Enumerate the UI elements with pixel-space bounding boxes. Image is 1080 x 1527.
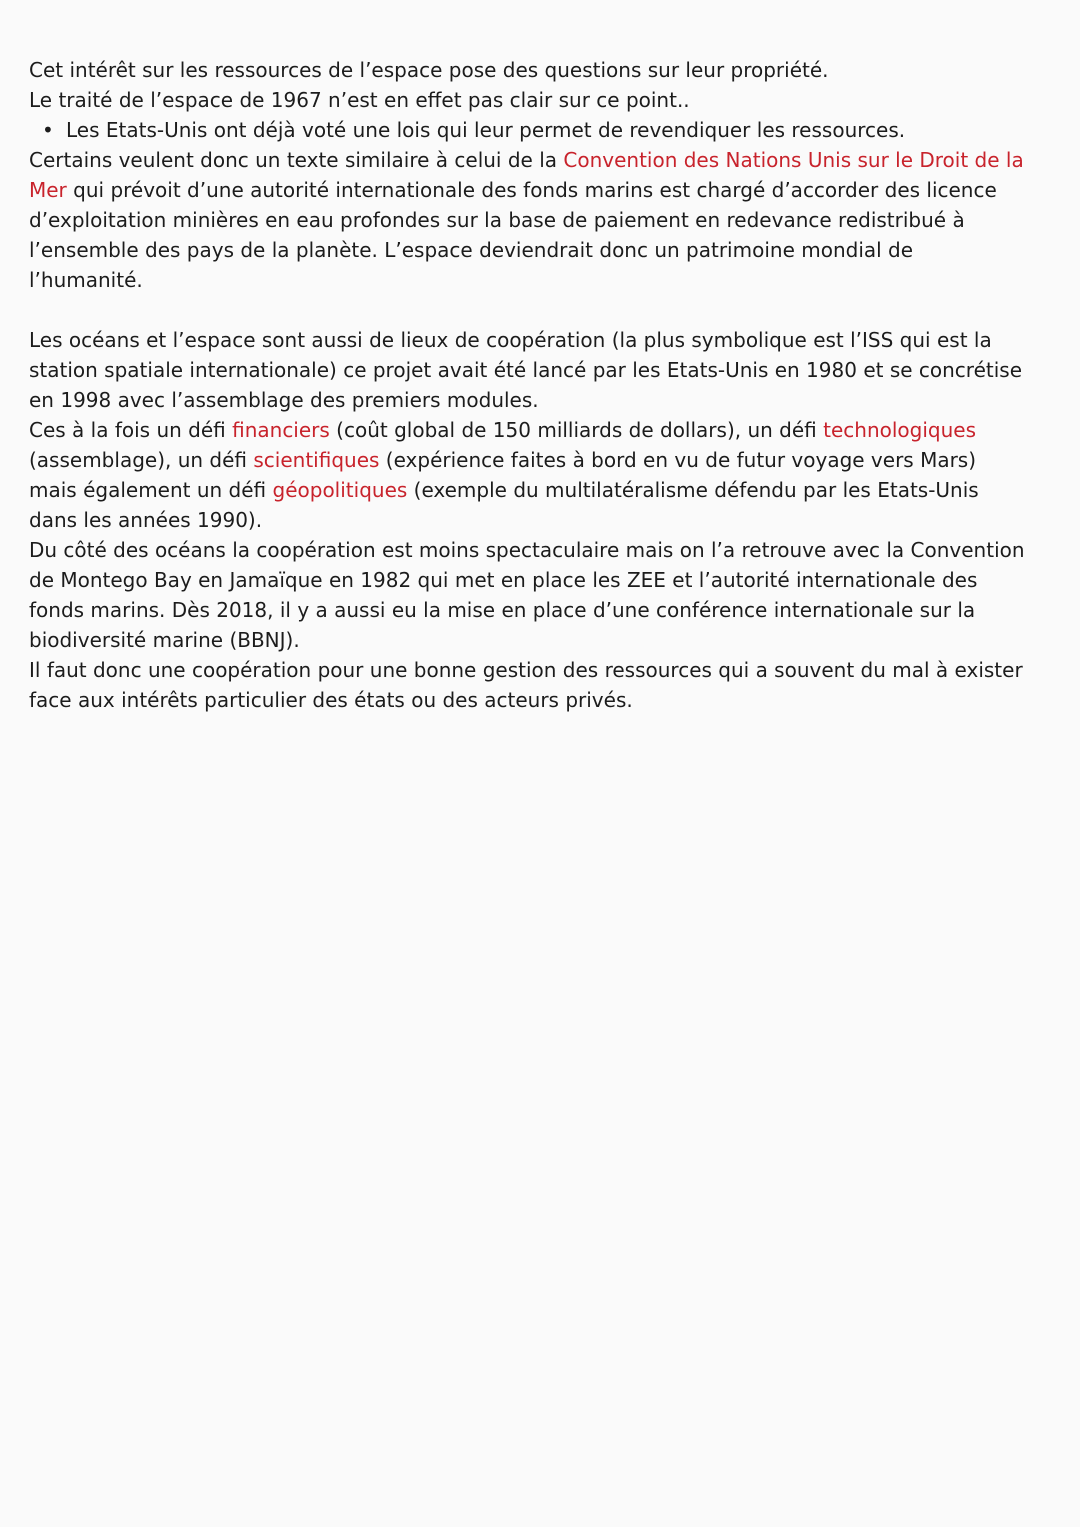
challenges-text-1: Ces à la fois un défi [29,418,233,442]
challenges-text-4: (expérience faites à bord en vu de futur voyage vers Mars) mais également un défi [29,448,977,502]
paragraph-spacer [29,295,1030,325]
convention-text-after: qui prévoit d’une autorité internationale des fonds marins est chargé d’accorder des licence d’exploitation minières en eau profondes sur la base de paiement en redevance redistribué à l’ensemble des pays de la planète. L’espace deviendrait donc un patrimoine mondial de l’humanité. [29,178,997,292]
convention-text-before: Certains veulent donc un texte similaire à celui de la [29,148,564,172]
highlight-geopolitiques: géopolitiques [272,478,408,502]
bullet-text: Les Etats-Unis ont déjà voté une lois qui leur permet de revendiquer les ressources. [66,118,906,142]
intro-sentence: Cet intérêt sur les ressources de l’espace pose des questions sur leur propriété. [29,58,829,82]
conclusion-paragraph: Il faut donc une coopération pour une bonne gestion des ressources qui a souvent du mal à exister face aux intérêts particulier des états ou des acteurs privés. [29,658,1023,712]
challenges-text-5: (exemple du multilatéralisme défendu par les Etats-Unis dans les années 1990). [29,478,979,532]
challenges-text-3: (assemblage), un défi [29,448,254,472]
oceans-paragraph: Du côté des océans la coopération est moins spectaculaire mais on l’a retrouve avec la Convention de Montego Bay en Jamaïque en 1982 qui met en place les ZEE et l’autorité internationale des fonds marins. Dès 2018, il y a aussi eu la mise en place d’une conférence internationale sur la biodiversité marine (BBNJ). [29,538,1025,652]
challenges-paragraph [29,415,1030,535]
convention-highlight: Convention des Nations Unis sur le Droit de la Mer [29,148,1024,202]
bullet-icon: • [42,118,54,142]
highlight-scientifiques: scientifiques [253,448,380,472]
challenges-text-2: (coût global de 150 milliards de dollars), un défi [329,418,824,442]
cooperation-paragraph: Les océans et l’espace sont aussi de lieux de coopération (la plus symbolique est l’ISS qui est la station spatiale internationale) ce projet avait été lancé par les Etats-Unis en 1980 et se concrétise en 1998 avec l’assemblage des premiers modules. [29,328,1023,412]
highlight-financiers: financiers [232,418,330,442]
convention-paragraph [29,145,1030,295]
highlight-technologiques: technologiques [823,418,977,442]
treaty-sentence: Le traité de l’espace de 1967 n’est en effet pas clair sur ce point.. [29,88,690,112]
bullet-list-item [29,115,1030,145]
